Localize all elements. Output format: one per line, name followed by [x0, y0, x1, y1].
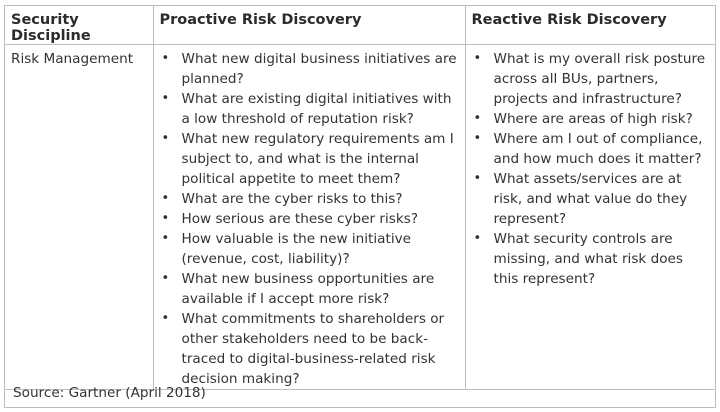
discipline-cell: Risk Management — [5, 45, 153, 390]
question-text: Where are areas of high risk? — [493, 111, 693, 127]
header-security-discipline: Security Discipline — [5, 6, 153, 45]
question-text: What assets/services are at risk, and what value do they represent? — [493, 171, 688, 227]
list-item — [472, 169, 710, 229]
list-item — [160, 309, 459, 389]
bullet-icon: • — [473, 231, 482, 246]
source-caption: Source: Gartner (April 2018) — [13, 385, 206, 401]
bullet-icon: • — [473, 171, 482, 186]
bullet-icon: • — [161, 91, 170, 106]
risk-discovery-table-frame — [4, 5, 716, 408]
bullet-icon: • — [161, 191, 170, 206]
bullet-icon: • — [161, 51, 170, 66]
list-item — [160, 229, 459, 269]
list-item — [472, 229, 710, 289]
bullet-icon: • — [161, 271, 170, 286]
question-text: What is my overall risk posture across all BUs, partners, projects and infrastructure? — [493, 51, 706, 107]
bullet-icon: • — [161, 131, 170, 146]
question-text: What new regulatory requirements am I subject to, and what is the internal political appetite to meet them? — [181, 131, 454, 187]
bullet-icon: • — [473, 51, 482, 66]
bullet-icon: • — [161, 311, 170, 326]
list-item — [160, 129, 459, 189]
proactive-question-list — [160, 49, 459, 389]
bullet-icon: • — [473, 111, 482, 126]
question-text: What are the cyber risks to this? — [181, 191, 403, 207]
question-text: What new digital business initiatives are planned? — [181, 51, 457, 87]
bullet-icon: • — [161, 211, 170, 226]
question-text: What commitments to shareholders or other stakeholders need to be back-traced to digital-business-related risk decision making? — [181, 311, 445, 387]
list-item — [160, 49, 459, 89]
risk-discovery-table — [5, 6, 715, 390]
question-text: What new business opportunities are available if I accept more risk? — [181, 271, 435, 307]
table-row — [5, 45, 715, 390]
bullet-icon: • — [473, 131, 482, 146]
header-reactive-risk-discovery: Reactive Risk Discovery — [465, 6, 715, 45]
question-text: How valuable is the new initiative (revenue, cost, liability)? — [181, 231, 412, 267]
bullet-icon: • — [161, 231, 170, 246]
list-item — [472, 109, 710, 129]
list-item — [160, 89, 459, 129]
table-header-row — [5, 6, 715, 45]
list-item — [160, 209, 459, 229]
list-item — [472, 49, 710, 109]
question-text: How serious are these cyber risks? — [181, 211, 419, 227]
list-item — [472, 129, 710, 169]
question-text: What are existing digital initiatives with a low threshold of reputation risk? — [181, 91, 452, 127]
proactive-cell — [153, 45, 465, 390]
list-item — [160, 269, 459, 309]
question-text: What security controls are missing, and what risk does this represent? — [493, 231, 683, 287]
reactive-question-list — [472, 49, 710, 289]
list-item — [160, 189, 459, 209]
question-text: Where am I out of compliance, and how much does it matter? — [493, 131, 703, 167]
reactive-cell — [465, 45, 715, 390]
header-proactive-risk-discovery: Proactive Risk Discovery — [153, 6, 465, 45]
